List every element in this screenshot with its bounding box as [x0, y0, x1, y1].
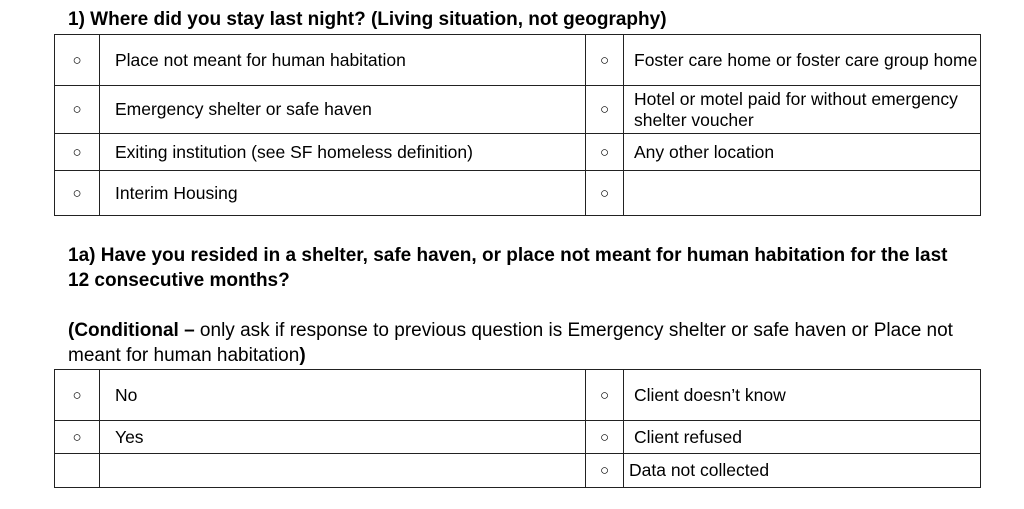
question-1a-title: 1a) Have you resided in a shelter, safe haven, or place not meant for human habitation for the last 12 consecutive months? — [68, 245, 948, 291]
option-label: Foster care home or foster care group home — [624, 35, 981, 86]
table-row — [55, 454, 981, 488]
radio-exiting-institution[interactable]: ○ — [55, 134, 100, 171]
option-label: Any other location — [624, 134, 981, 171]
question-1a-conditional-note — [68, 318, 968, 368]
radio-client-doesnt-know[interactable]: ○ — [586, 370, 624, 421]
option-label: No — [100, 370, 586, 421]
radio-hotel-motel[interactable]: ○ — [586, 86, 624, 134]
option-label: Exiting institution (see SF homeless definition) — [100, 134, 586, 171]
table-row — [55, 421, 981, 454]
empty-cell — [55, 454, 100, 488]
option-label: Data not collected — [624, 454, 981, 488]
table-row — [55, 370, 981, 421]
question-1-title: 1) Where did you stay last night? (Living situation, not geography) — [68, 9, 667, 30]
question-1-options-table — [54, 34, 981, 216]
table-row — [55, 171, 981, 216]
option-label: Interim Housing — [100, 171, 586, 216]
radio-client-refused[interactable]: ○ — [586, 421, 624, 454]
radio-place-not-meant[interactable]: ○ — [55, 35, 100, 86]
radio-empty-option[interactable]: ○ — [586, 171, 624, 216]
radio-no[interactable]: ○ — [55, 370, 100, 421]
conditional-text: only ask if response to previous question is Emergency shelter or safe haven or Place not meant for human habitation — [68, 320, 953, 366]
conditional-close: ) — [299, 345, 306, 366]
option-label: Hotel or motel paid for without emergency shelter voucher — [624, 86, 981, 134]
radio-data-not-collected[interactable]: ○ — [586, 454, 624, 488]
question-1a-options-table — [54, 369, 981, 488]
radio-emergency-shelter[interactable]: ○ — [55, 86, 100, 134]
option-label-empty — [100, 454, 586, 488]
table-row — [55, 86, 981, 134]
radio-foster-care[interactable]: ○ — [586, 35, 624, 86]
radio-yes[interactable]: ○ — [55, 421, 100, 454]
option-label: Client refused — [624, 421, 981, 454]
conditional-label: (Conditional – — [68, 320, 195, 341]
option-label: Client doesn’t know — [624, 370, 981, 421]
option-label-empty — [624, 171, 981, 216]
radio-interim-housing[interactable]: ○ — [55, 171, 100, 216]
table-row — [55, 35, 981, 86]
radio-any-other-location[interactable]: ○ — [586, 134, 624, 171]
option-label: Emergency shelter or safe haven — [100, 86, 586, 134]
table-row — [55, 134, 981, 171]
option-label: Place not meant for human habitation — [100, 35, 586, 86]
option-label: Yes — [100, 421, 586, 454]
